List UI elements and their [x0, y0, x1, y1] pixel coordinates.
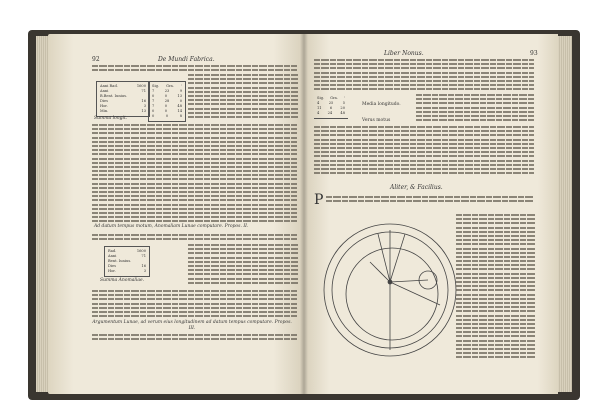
book-gutter: [300, 34, 308, 394]
body-text: [326, 196, 534, 204]
body-text: [92, 65, 297, 73]
table-longitude: Sig. Gra. ' 4 25 5 11 6 20 4 24 48: [314, 94, 348, 119]
body-text: [92, 234, 297, 242]
table-values: Sig. Gra. ' 7 23 9 0 0 13 7 28 0 7 0 48 0 0 14 0 0 8: [148, 81, 186, 122]
running-head: De Mundi Fabrica.: [158, 56, 215, 63]
drop-cap: P: [314, 192, 324, 208]
side-text: [456, 214, 536, 361]
sum-label: Summa longit.: [94, 116, 128, 121]
table-radix: Anni Rad. 1600 Anni 71 B.Bent. Iunius. Dies 16 Hor. 3 Min. 13: [96, 81, 150, 117]
page-number: 92: [92, 56, 100, 63]
body-text: [314, 59, 534, 93]
sum-label: Summa Anomaliae.: [100, 278, 145, 283]
page-number: 93: [530, 50, 538, 57]
astronomical-diagram: [310, 210, 470, 370]
proposition-heading: Argumentum Lunae, ad verum eius longitudinem ad datum tempus computare. Propos. III.: [92, 320, 292, 331]
side-text: [416, 94, 534, 123]
note: Verus motus: [362, 118, 391, 123]
note: Media longitudo.: [362, 102, 401, 107]
side-text: [188, 74, 298, 120]
right-page: [304, 34, 558, 394]
page-edges-left: [36, 36, 48, 392]
body-text: [92, 334, 297, 342]
page-edges-right: [558, 36, 572, 392]
section-heading: Aliter, & Facilius.: [390, 184, 443, 191]
body-text: [92, 124, 297, 225]
proposition-heading: Ad datum tempus motum, Anomaliam Lunae computare. Propos. II.: [94, 224, 249, 229]
running-head: Liber Nonus.: [384, 50, 424, 57]
body-text: [92, 290, 297, 319]
side-text: [188, 244, 298, 286]
body-text: [314, 126, 534, 176]
left-page: [48, 34, 304, 394]
table-anomaly: Rad. 1600 Anni 71 Bent. Iunius. Dies 16 Hor. 3: [104, 246, 150, 277]
